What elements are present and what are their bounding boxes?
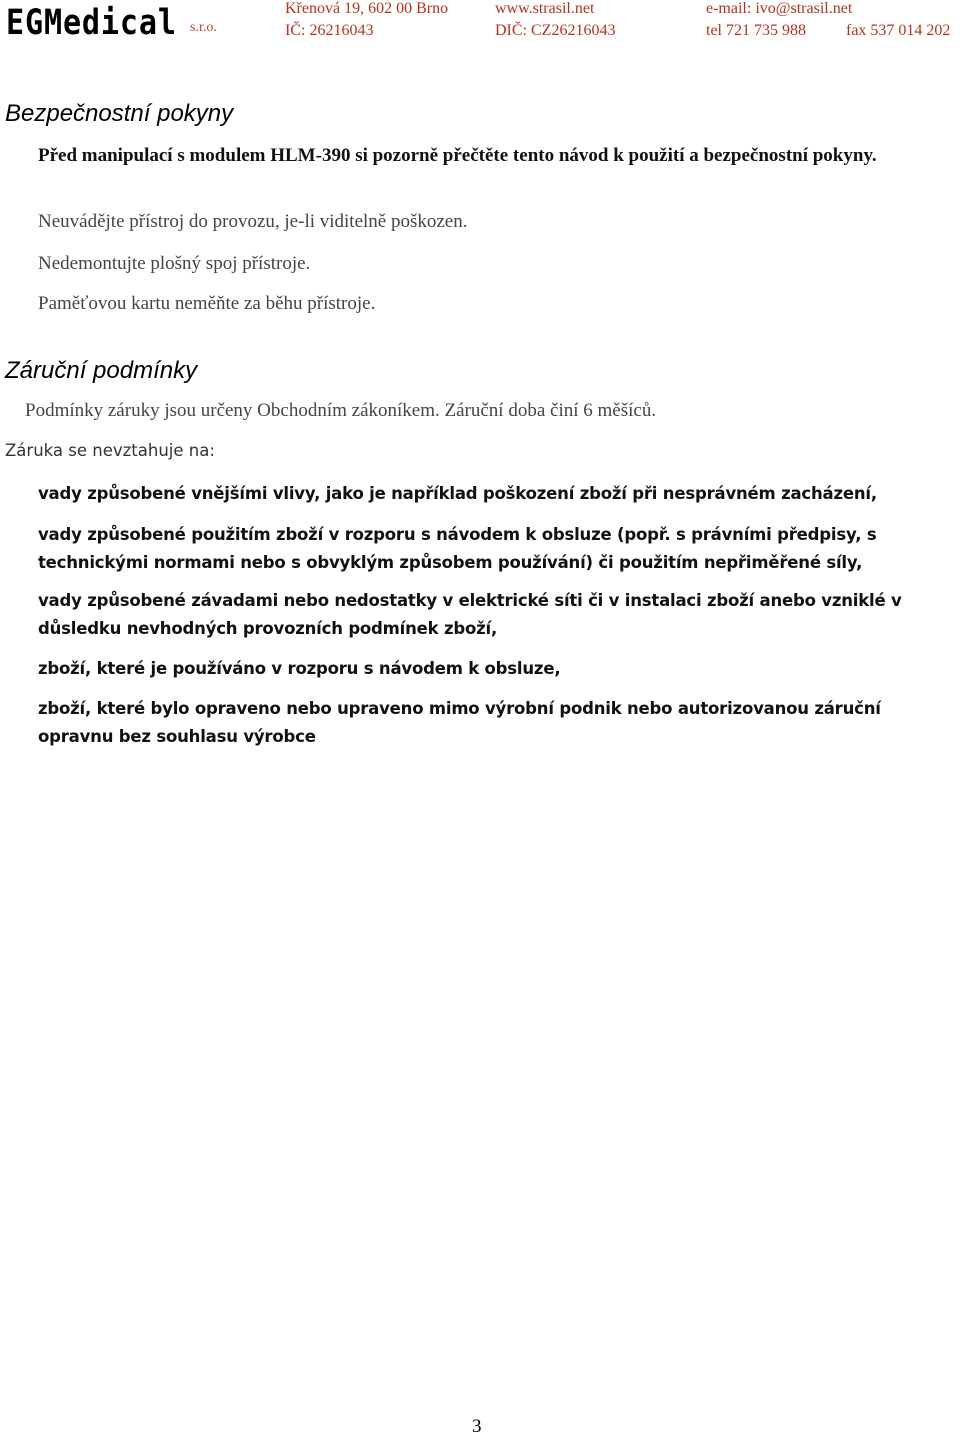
company-ic: IČ: 26216043: [285, 22, 374, 39]
safety-item: Neuvádějte přístroj do provozu, je-li viditelně poškozen.: [38, 211, 468, 232]
logo-text: EGMedical: [6, 3, 177, 43]
safety-item: Nedemontujte plošný spoj přístroje.: [38, 253, 311, 274]
warranty-exclusion-item: vady způsobené závadami nebo nedostatky v elektrické síti či v instalaci zboží anebo vzniklé v důsledku nevhodných provozních podmínek zboží,: [38, 591, 902, 638]
warranty-exclusion-item: vady způsobené vnějšími vlivy, jako je například poškození zboží při nesprávném zacházení,: [38, 484, 877, 503]
warranty-exclusions-label: Záruka se nevztahuje na:: [5, 441, 215, 460]
warranty-heading: Záruční podmínky: [5, 357, 198, 384]
company-web: www.strasil.net: [495, 0, 595, 17]
warranty-intro: Podmínky záruky jsou určeny Obchodním zákoníkem. Záruční doba činí 6 měšíců.: [25, 400, 657, 421]
company-logo: [6, 3, 205, 43]
warranty-exclusion-item: zboží, které bylo opraveno nebo upraveno mimo výrobní podnik nebo autorizovanou záruční opravnu bez souhlasu výrobce: [38, 699, 881, 746]
page-number: 3: [472, 1416, 482, 1437]
company-tel: tel 721 735 988: [706, 22, 806, 39]
company-fax: fax 537 014 202: [846, 22, 951, 39]
safety-item: Paměťovou kartu neměňte za běhu přístroje.: [38, 293, 376, 314]
company-address: Křenová 19, 602 00 Brno: [285, 0, 449, 17]
warranty-exclusion-item: vady způsobené použitím zboží v rozporu s návodem k obsluze (popř. s právními předpisy, s technickými normami nebo s obvyklým způsobem používání) či použitím nepřiměřené síly,: [38, 525, 877, 572]
logo-suffix: s.r.o.: [190, 20, 217, 35]
warranty-exclusion-item: zboží, které je používáno v rozporu s návodem k obsluze,: [38, 659, 561, 678]
company-email: e-mail: ivo@strasil.net: [706, 0, 853, 17]
company-dic: DIČ: CZ26216043: [495, 22, 616, 39]
safety-intro: Před manipulací s modulem HLM-390 si pozorně přečtěte tento návod k použití a bezpečnostní pokyny.: [38, 145, 877, 166]
safety-heading: Bezpečnostní pokyny: [5, 100, 234, 127]
letterhead: [0, 0, 960, 44]
